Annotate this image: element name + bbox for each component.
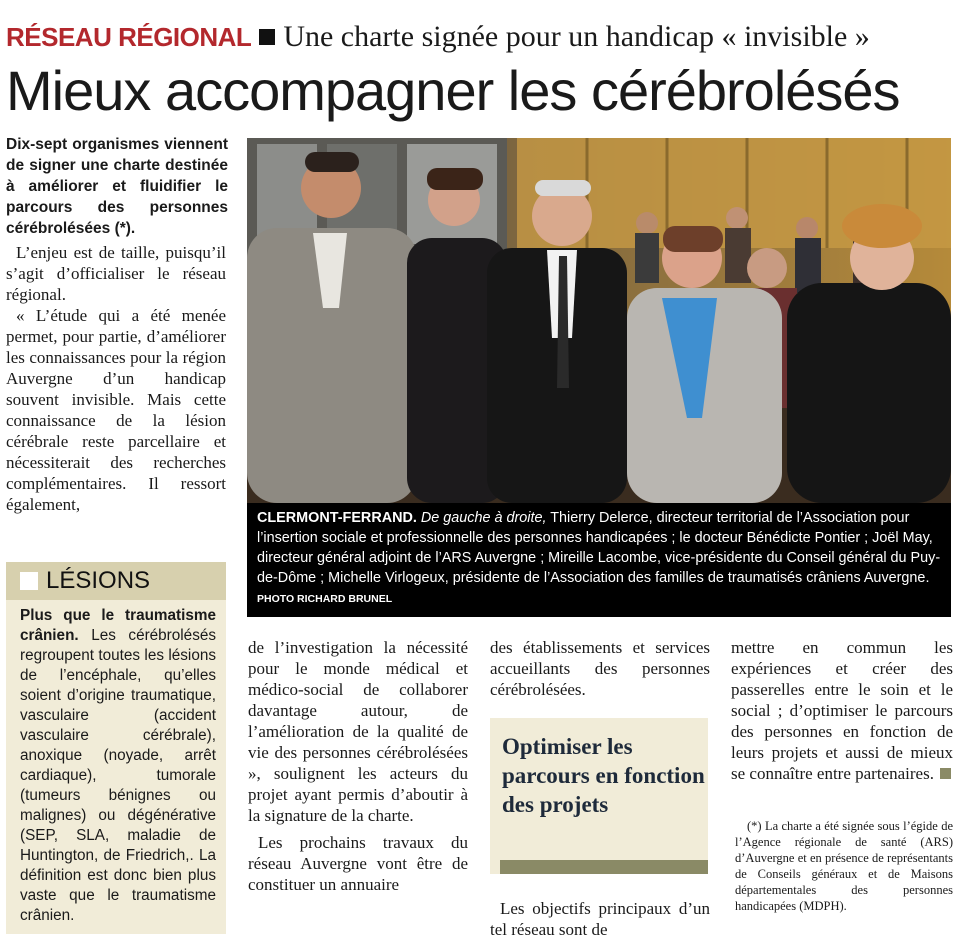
article-subtitle: Une charte signée pour un handicap « invisible » <box>283 20 870 53</box>
section-label: RÉSEAU RÉGIONAL <box>6 22 252 52</box>
sidebar-lead: Plus que le traumatisme crânien. <box>20 607 216 644</box>
body-column-3-end <box>490 898 710 940</box>
photo-caption <box>247 503 951 617</box>
footnote: (*) La charte a été signée sous l’égide de l’Agence régionale de santé (ARS) d’Auvergne et en présence de représentants de Conseils généraux et de Maisons départementales des personnes handicapées (MDPH). <box>735 819 953 913</box>
end-square-icon <box>940 768 951 779</box>
paragraph <box>731 637 953 784</box>
paragraph: Les objectifs principaux d’un tel réseau sont de <box>490 899 710 939</box>
square-icon <box>20 572 38 590</box>
body-column-4 <box>731 637 953 784</box>
paragraph: « L’étude qui a été menée permet, pour partie, d’améliorer les connaissances pour la région Auvergne d’un handicap souvent invisible. Mais cette connaissance de la lésion cérébrale reste parcellaire et nécessiterait des recherches complémentaires. Il ressort également, <box>6 306 226 514</box>
paragraph: Les prochains travaux du réseau Auvergne vont être de constituer un annuaire <box>248 833 468 894</box>
kicker-square-icon <box>259 29 275 45</box>
sidebar-text <box>6 600 226 926</box>
paragraph: L’enjeu est de taille, puisqu’il s’agit d’officialiser le réseau régional. <box>6 243 226 304</box>
caption-place: CLERMONT-FERRAND. <box>257 510 417 526</box>
article-headline: Mieux accompagner les cérébrolésés <box>6 59 900 122</box>
body-column-2 <box>248 637 468 895</box>
pull-quote <box>490 718 708 874</box>
sidebar-header <box>6 562 226 600</box>
caption-text: Thierry Delerce, directeur territorial de l’Association pour l’insertion sociale et professionnelle des personnes handicapées ; le docteur Bénédicte Pontier ; Joël May, directeur général adjoint de l’ARS Auvergne ; Mireille Lacombe, vice-présidente du Conseil général du Puy-de-Dôme ; Michelle Virlogeux, présidente de l’Association des familles de traumatisés crâniens Auvergne. <box>257 510 941 586</box>
photo-credit: PHOTO RICHARD BRUNEL <box>257 593 393 605</box>
sidebar-box <box>6 562 226 934</box>
news-photo <box>247 138 951 503</box>
sidebar-title: LÉSIONS <box>46 567 151 594</box>
paragraph-text: mettre en commun les expériences et créer des passerelles entre le soin et le social ; d’optimiser le parcours des personnes en fonction de leurs projets et aussi de mieux se connaître entre partenaires. <box>731 638 953 783</box>
pull-quote-bar <box>500 860 708 874</box>
photo-illustration <box>247 138 951 503</box>
paragraph: des établissements et services accueillants des personnes cérébrolésées. <box>490 638 710 699</box>
paragraph: de l’investigation la nécessité pour le monde médical et médico-social de collaborer davantage autour, de l’amélioration de la qualité de vie des personnes cérébrolésées », soulignent les acteurs du projet ayant permis d’aboutir à la signature de la charte. <box>248 638 468 825</box>
pull-quote-text: Optimiser les parcours en fonction des projets <box>502 734 705 817</box>
article-lede: Dix-sept organismes viennent de signer une charte destinée à améliorer et fluidifier le parcours des personnes cérébrolésées (*). <box>6 136 228 237</box>
sidebar-body: Les cérébrolésés regroupent toutes les lésions de l’encéphale, qu’elles soient d’origine traumatique, vasculaire (accident vasculaire cérébrale), anoxique (noyade, arrêt cardiaque), tumorale (tumeurs bénignes ou malignes) ou dégénérative (SEP, SLA, maladie de Huntington, de Friedrich,. La définition est donc bien plus vaste que le traumatisme crânien. <box>20 627 216 924</box>
body-column-3 <box>490 637 710 700</box>
article-kicker <box>6 20 870 54</box>
body-column-1 <box>6 242 226 544</box>
caption-intro: De gauche à droite, <box>420 510 547 526</box>
